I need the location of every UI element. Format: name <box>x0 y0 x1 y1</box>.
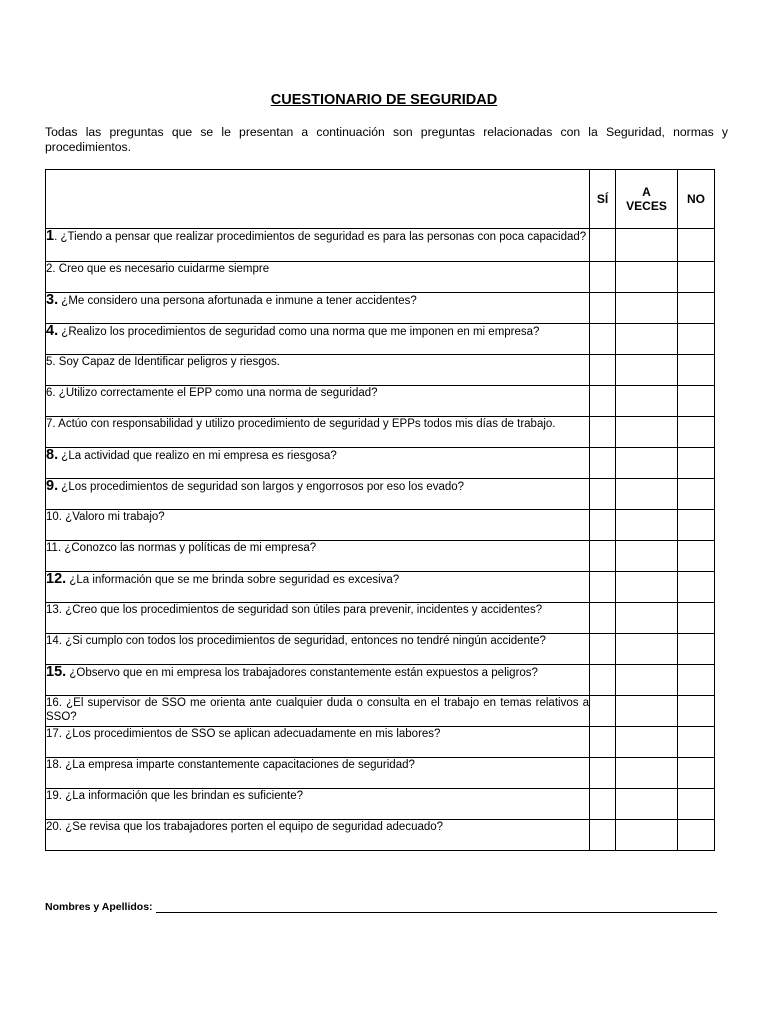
table-row <box>46 229 715 262</box>
question-cell <box>46 572 590 603</box>
question-number: 18. <box>46 759 62 771</box>
answer-yes-cell[interactable] <box>590 262 616 293</box>
answer-no-cell[interactable] <box>678 417 715 448</box>
answer-yes-cell[interactable] <box>590 386 616 417</box>
answer-no-cell[interactable] <box>678 758 715 789</box>
document-title: CUESTIONARIO DE SEGURIDAD <box>270 92 498 108</box>
answer-sometimes-cell[interactable] <box>616 820 678 851</box>
table-row <box>46 789 715 820</box>
answer-no-cell[interactable] <box>678 386 715 417</box>
question-number: 2. <box>46 263 56 275</box>
question-text: ¿Utilizo correctamente el EPP como una norma de seguridad? <box>58 387 378 399</box>
question-text: ¿Los procedimientos de SSO se aplican adecuadamente en mis labores? <box>65 728 441 740</box>
question-text: ¿La información que les brindan es suficiente? <box>65 790 304 802</box>
answer-no-cell[interactable] <box>678 448 715 479</box>
answer-sometimes-cell[interactable] <box>616 541 678 572</box>
question-cell <box>46 727 590 758</box>
question-number: 12. <box>46 571 67 587</box>
yes-header: SÍ <box>590 170 616 229</box>
answer-sometimes-cell[interactable] <box>616 448 678 479</box>
table-row <box>46 665 715 696</box>
question-number: 19. <box>46 790 62 802</box>
questionnaire-table <box>45 169 715 851</box>
question-cell <box>46 789 590 820</box>
answer-sometimes-cell[interactable] <box>616 386 678 417</box>
answer-yes-cell[interactable] <box>590 665 616 696</box>
table-row <box>46 293 715 324</box>
question-text: ¿Observo que en mi empresa los trabajadores constantemente están expuestos a peligros? <box>69 667 538 679</box>
answer-sometimes-cell[interactable] <box>616 758 678 789</box>
answer-no-cell[interactable] <box>678 293 715 324</box>
signature-line[interactable] <box>156 900 717 913</box>
answer-sometimes-cell[interactable] <box>616 572 678 603</box>
question-cell <box>46 634 590 665</box>
answer-sometimes-cell[interactable] <box>616 789 678 820</box>
question-number: 16. <box>46 697 62 709</box>
answer-sometimes-cell[interactable] <box>616 665 678 696</box>
question-number: 9. <box>46 478 59 494</box>
sometimes-header: A VECES <box>616 170 678 229</box>
question-text: ¿La actividad que realizo en mi empresa es riesgosa? <box>61 450 337 462</box>
answer-sometimes-cell[interactable] <box>616 727 678 758</box>
answer-sometimes-cell[interactable] <box>616 417 678 448</box>
table-row <box>46 572 715 603</box>
answer-no-cell[interactable] <box>678 510 715 541</box>
question-number: 13. <box>46 604 62 616</box>
question-text: ¿Se revisa que los trabajadores porten el equipo de seguridad adecuado? <box>65 821 444 833</box>
answer-no-cell[interactable] <box>678 355 715 386</box>
question-cell <box>46 603 590 634</box>
question-number: 8. <box>46 447 59 463</box>
question-cell <box>46 758 590 789</box>
table-row <box>46 386 715 417</box>
question-number: 15. <box>46 664 67 680</box>
question-cell <box>46 696 590 727</box>
answer-no-cell[interactable] <box>678 572 715 603</box>
answer-yes-cell[interactable] <box>590 510 616 541</box>
question-text: ¿Tiendo a pensar que realizar procedimientos de seguridad es para las personas con poca capacidad? <box>60 231 587 243</box>
question-text: ¿Me considero una persona afortunada e inmune a tener accidentes? <box>61 295 417 307</box>
header-row <box>46 170 715 229</box>
question-text: ¿Realizo los procedimientos de seguridad como una norma que me imponen en mi empresa? <box>61 326 540 338</box>
table-row <box>46 634 715 665</box>
answer-yes-cell[interactable] <box>590 293 616 324</box>
question-separator: . <box>54 231 61 243</box>
question-number: 4. <box>46 323 59 339</box>
question-number: 14. <box>46 635 62 647</box>
answer-yes-cell[interactable] <box>590 820 616 851</box>
answer-no-cell[interactable] <box>678 262 715 293</box>
no-header: NO <box>678 170 715 229</box>
answer-sometimes-cell[interactable] <box>616 510 678 541</box>
table-row <box>46 262 715 293</box>
table-row <box>46 727 715 758</box>
question-cell <box>46 355 590 386</box>
question-cell <box>46 541 590 572</box>
answer-yes-cell[interactable] <box>590 448 616 479</box>
question-text: ¿Valoro mi trabajo? <box>65 511 165 523</box>
question-number: 7. <box>46 418 56 430</box>
answer-no-cell[interactable] <box>678 634 715 665</box>
answer-sometimes-cell[interactable] <box>616 479 678 510</box>
question-cell <box>46 820 590 851</box>
question-cell <box>46 293 590 324</box>
question-text: ¿El supervisor de SSO me orienta ante cualquier duda o consulta en el trabajo en temas relativos a SSO? <box>46 697 589 723</box>
answer-sometimes-cell[interactable] <box>616 262 678 293</box>
question-text: Creo que es necesario cuidarme siempre <box>58 263 270 275</box>
questions-body <box>46 229 715 851</box>
answer-no-cell[interactable] <box>678 696 715 727</box>
question-cell <box>46 479 590 510</box>
question-cell <box>46 417 590 448</box>
question-cell <box>46 324 590 355</box>
table-row <box>46 355 715 386</box>
answer-yes-cell[interactable] <box>590 229 616 262</box>
answer-sometimes-cell[interactable] <box>616 603 678 634</box>
table-row <box>46 448 715 479</box>
answer-no-cell[interactable] <box>678 727 715 758</box>
question-text: Actúo con responsabilidad y utilizo procedimiento de seguridad y EPPs todos mis días de trabajo. <box>58 418 556 430</box>
answer-sometimes-cell[interactable] <box>616 293 678 324</box>
intro-paragraph: Todas las preguntas que se le presentan a continuación son preguntas relacionadas con la Seguridad, normas y procedimientos. <box>45 125 728 154</box>
question-text: ¿Conozco las normas y políticas de mi empresa? <box>64 542 317 554</box>
answer-sometimes-cell[interactable] <box>616 324 678 355</box>
question-text: ¿La empresa imparte constantemente capacitaciones de seguridad? <box>65 759 415 771</box>
answer-yes-cell[interactable] <box>590 541 616 572</box>
answer-no-cell[interactable] <box>678 229 715 262</box>
answer-yes-cell[interactable] <box>590 417 616 448</box>
question-cell <box>46 229 590 262</box>
question-cell <box>46 262 590 293</box>
question-number: 20. <box>46 821 62 833</box>
answer-no-cell[interactable] <box>678 603 715 634</box>
question-number: 6. <box>46 387 56 399</box>
answer-yes-cell[interactable] <box>590 758 616 789</box>
question-number: 11. <box>46 542 62 554</box>
answer-yes-cell[interactable] <box>590 789 616 820</box>
question-number: 10. <box>46 511 62 523</box>
table-row <box>46 510 715 541</box>
answer-yes-cell[interactable] <box>590 355 616 386</box>
table-row <box>46 417 715 448</box>
question-number: 17. <box>46 728 62 740</box>
question-cell <box>46 448 590 479</box>
answer-yes-cell[interactable] <box>590 727 616 758</box>
table-row <box>46 603 715 634</box>
answer-yes-cell[interactable] <box>590 324 616 355</box>
table-row <box>46 479 715 510</box>
table-row <box>46 696 715 727</box>
answer-yes-cell[interactable] <box>590 696 616 727</box>
question-text: Soy Capaz de Identificar peligros y riesgos. <box>58 356 280 368</box>
signature-field <box>45 900 717 913</box>
answer-no-cell[interactable] <box>678 789 715 820</box>
table-row <box>46 758 715 789</box>
table-row <box>46 324 715 355</box>
question-cell <box>46 386 590 417</box>
answer-yes-cell[interactable] <box>590 479 616 510</box>
answer-yes-cell[interactable] <box>590 634 616 665</box>
table-row <box>46 541 715 572</box>
answer-no-cell[interactable] <box>678 665 715 696</box>
answer-no-cell[interactable] <box>678 820 715 851</box>
answer-sometimes-cell[interactable] <box>616 696 678 727</box>
question-text: ¿Los procedimientos de seguridad son largos y engorrosos por eso los evado? <box>61 481 465 493</box>
answer-no-cell[interactable] <box>678 541 715 572</box>
question-text: ¿Si cumplo con todos los procedimientos de seguridad, entonces no tendré ningún accidente? <box>65 635 546 647</box>
table-row <box>46 820 715 851</box>
signature-label: Nombres y Apellidos: <box>45 901 153 913</box>
answer-no-cell[interactable] <box>678 324 715 355</box>
question-header <box>46 170 590 229</box>
answer-yes-cell[interactable] <box>590 603 616 634</box>
question-text: ¿Creo que los procedimientos de seguridad son útiles para prevenir, incidentes y accidentes? <box>65 604 543 616</box>
question-cell <box>46 510 590 541</box>
question-number: 1 <box>46 228 55 244</box>
answer-sometimes-cell[interactable] <box>616 355 678 386</box>
question-cell <box>46 665 590 696</box>
answer-yes-cell[interactable] <box>590 572 616 603</box>
question-text: ¿La información que se me brinda sobre seguridad es excesiva? <box>69 574 400 586</box>
answer-sometimes-cell[interactable] <box>616 229 678 262</box>
answer-sometimes-cell[interactable] <box>616 634 678 665</box>
answer-no-cell[interactable] <box>678 479 715 510</box>
question-number: 5. <box>46 356 56 368</box>
question-number: 3. <box>46 292 59 308</box>
